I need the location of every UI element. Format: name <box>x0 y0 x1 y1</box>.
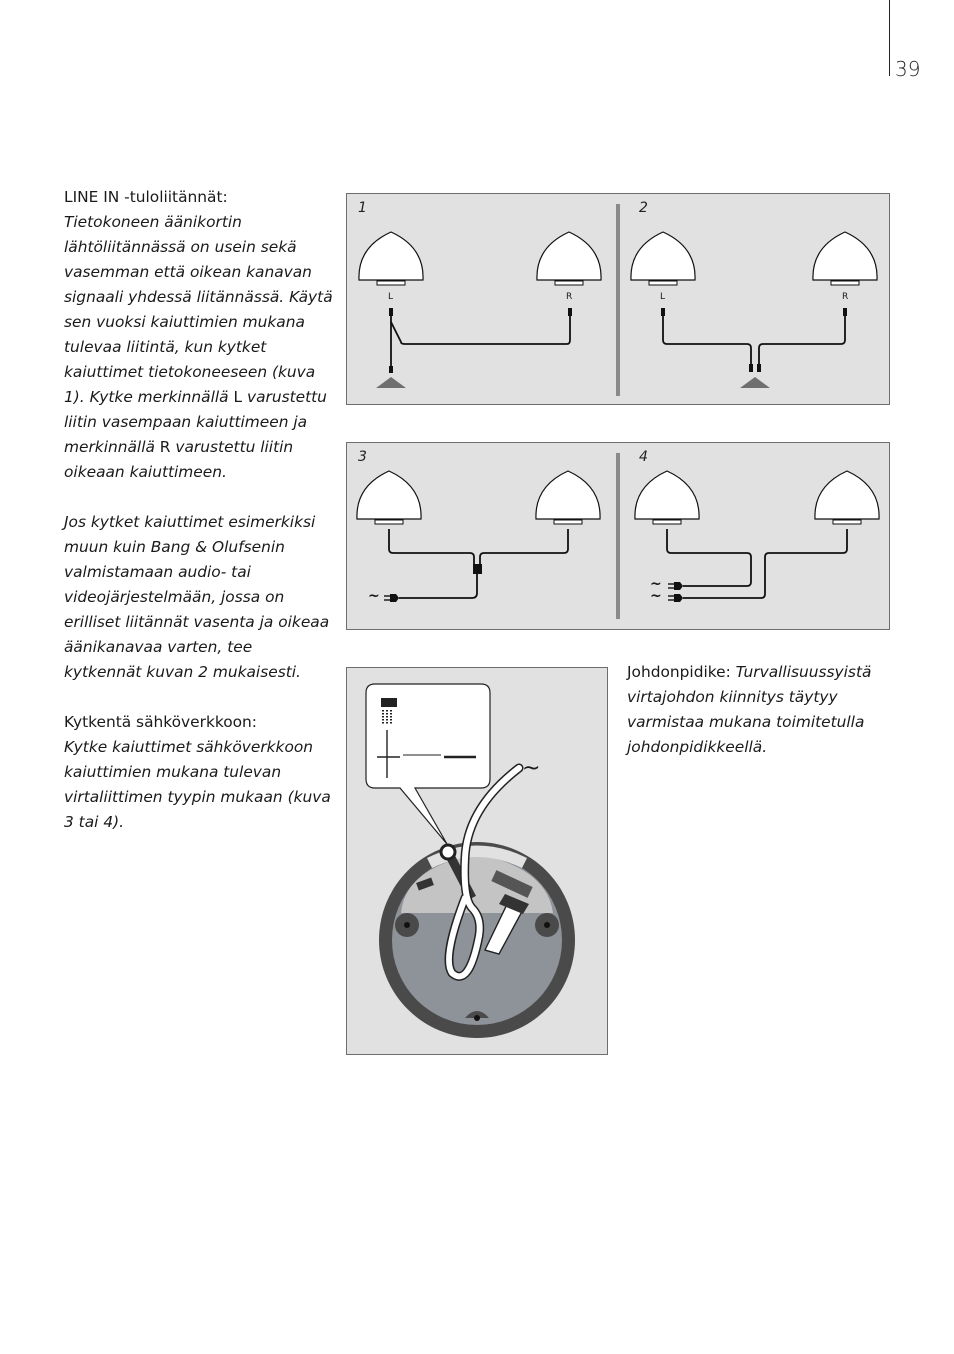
clip-mains-symbol: ~ <box>522 756 541 781</box>
figure-3-4-panel <box>346 442 890 630</box>
letter-r: R <box>159 438 171 456</box>
figure-1-number: 1 <box>358 200 367 216</box>
fig2-right-label: R <box>842 292 849 302</box>
speaker-right-icon <box>815 471 879 524</box>
figure-4-number: 4 <box>639 449 648 465</box>
page-rule <box>889 0 890 76</box>
cord-clip-heading: Johdonpidike: <box>627 663 731 681</box>
mains-body: Kytke kaiuttimet sähköverkkoon kaiuttimien mukana tulevan virtaliittimen tyypin mukaan (kuva 3 tai 4). <box>64 738 331 831</box>
cord-clip-body: Turvallisuussyistä virtajohdon kiinnitys täytyy varmistaa mukana toimitetulla johdonpidikkeellä. <box>627 663 872 756</box>
figure-1-2-drawing <box>347 194 891 406</box>
cord-clip-drawing <box>347 668 609 1056</box>
speaker-left-icon <box>359 232 423 285</box>
speaker-left-icon <box>357 471 421 524</box>
line-in-body-2: varustettu liitin vasempaan kaiuttimeen ja merkinnällä <box>64 388 327 456</box>
other-systems-paragraph: Jos kytket kaiuttimet esimerkiksi muun kuin Bang & Olufsenin valmistamaan audio- tai videojärjestelmään, jossa on erilliset liitännät vasenta ja oikeaa äänikanavaa varten, tee kytkennät kuvan 2 mukaisesti. <box>64 513 330 681</box>
fig3-mains-symbol: ~ <box>368 588 380 604</box>
speaker-right-icon <box>537 232 601 285</box>
cord-clip-figure <box>346 667 608 1055</box>
figure-3-number: 3 <box>358 449 367 465</box>
mains-section <box>64 710 334 835</box>
fig4-mains-symbol-2: ~ <box>650 588 662 604</box>
fig2-left-label: L <box>660 292 666 302</box>
page-number: 39 <box>895 57 921 81</box>
line-in-body-1: Tietokoneen äänikortin lähtöliitännässä on usein sekä vasemman että oikean kanavan signaali yhdessä liitännässä. Käytä sen vuoksi kaiuttimien mukana tulevaa liitintä, kun kytket kaiuttimet tietokoneeseen (kuva 1). Kytke merkinnällä <box>64 213 333 406</box>
figure-3-4-drawing <box>347 443 891 631</box>
cord-clip-note <box>627 660 897 760</box>
speaker-right-icon <box>813 232 877 285</box>
line-in-section <box>64 185 334 485</box>
line-in-heading: LINE IN -tuloliitännät: <box>64 188 228 206</box>
fig4-mains-symbol-1: ~ <box>650 576 662 592</box>
figure-1-2-panel <box>346 193 890 405</box>
mains-heading: Kytkentä sähköverkkoon: <box>64 713 257 731</box>
line-in-body-3: varustettu liitin oikeaan kaiuttimeen. <box>64 438 294 481</box>
fig1-left-label: L <box>388 292 394 302</box>
left-text-column <box>64 185 334 860</box>
speaker-right-icon <box>536 471 600 524</box>
speaker-left-icon <box>631 232 695 285</box>
letter-l: L <box>233 388 243 406</box>
speaker-left-icon <box>635 471 699 524</box>
figure-2-number: 2 <box>639 200 648 216</box>
fig1-right-label: R <box>566 292 573 302</box>
